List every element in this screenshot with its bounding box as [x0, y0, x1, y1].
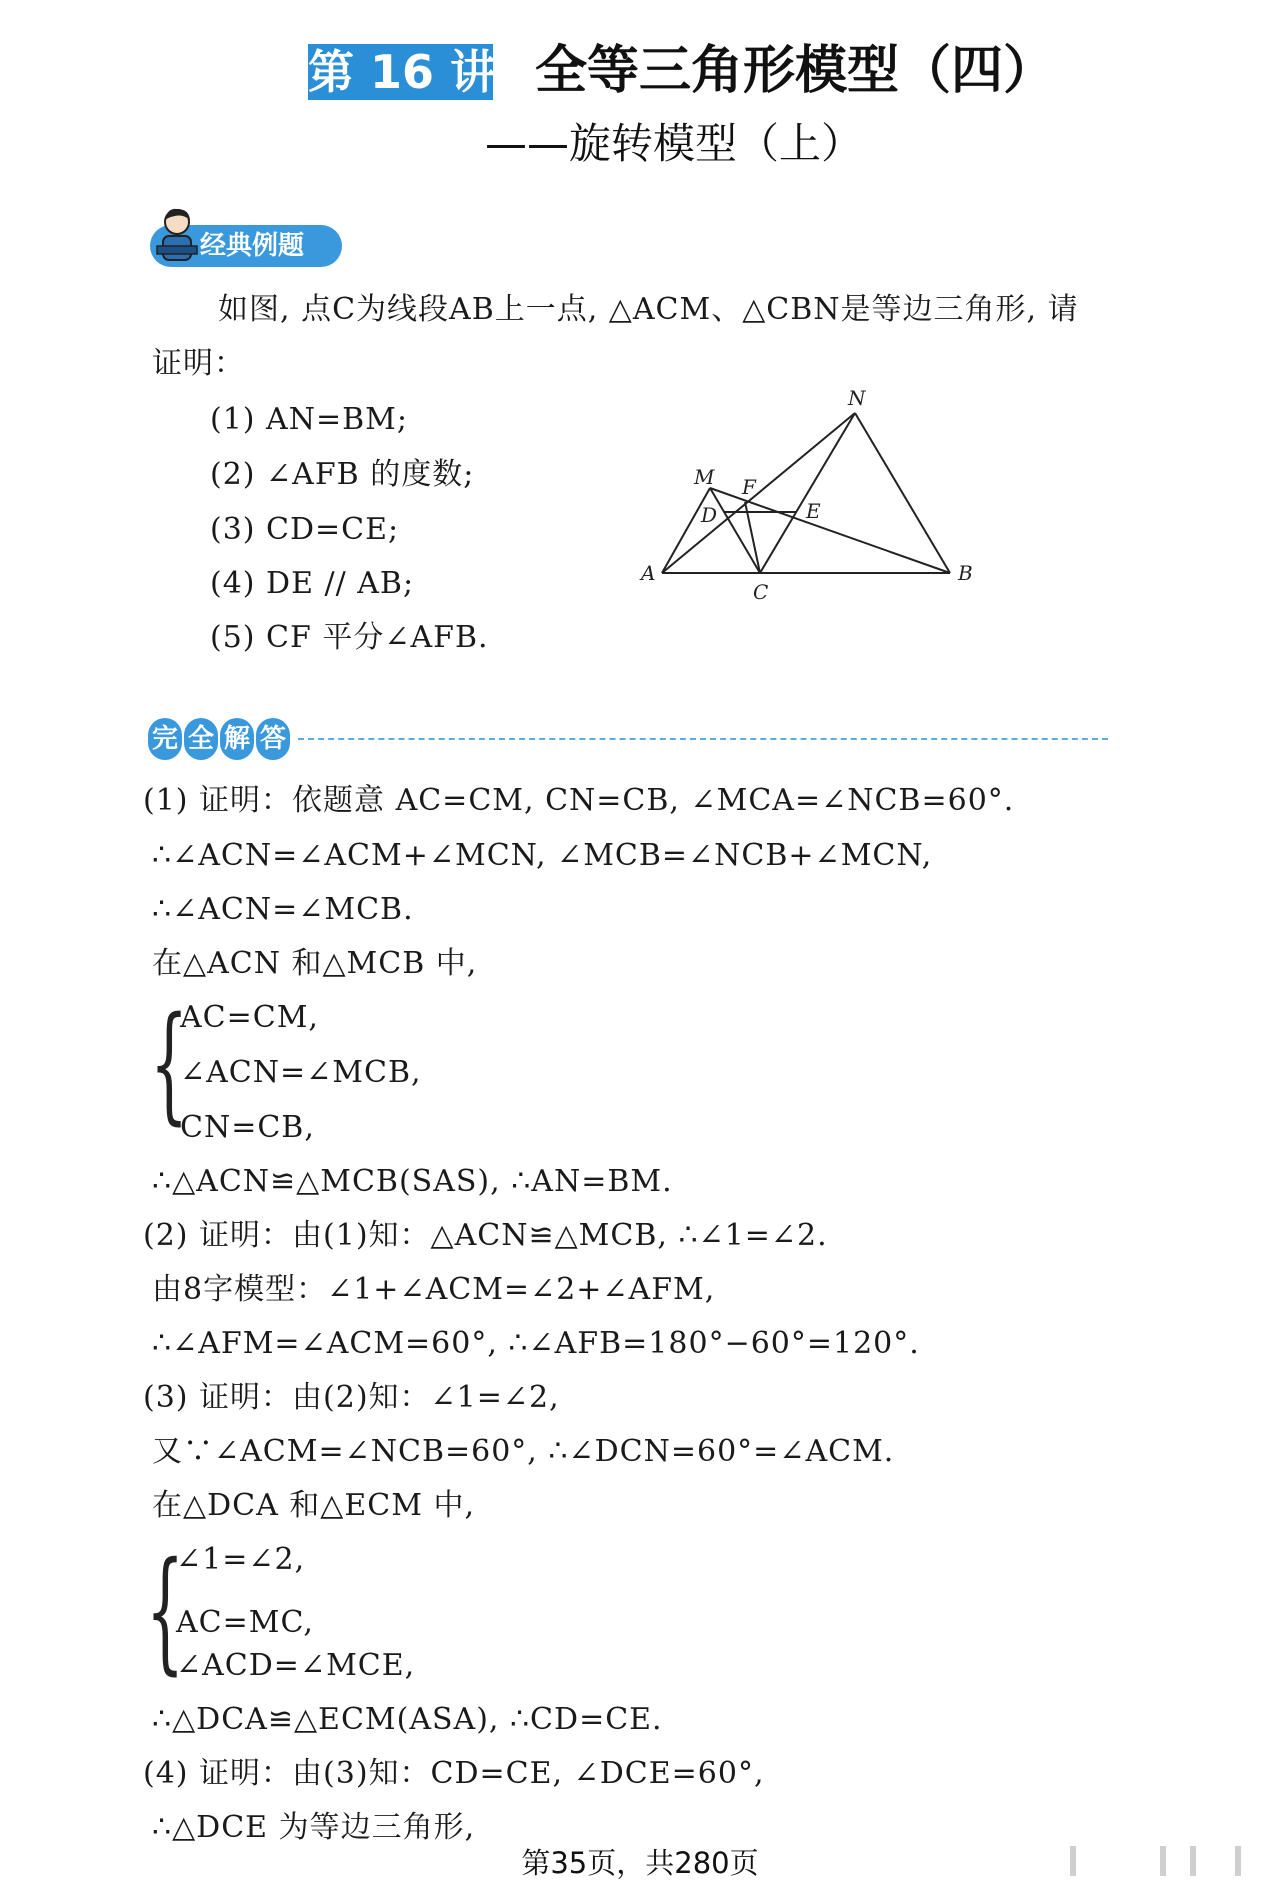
question-item: (4) DE // AB; — [210, 566, 415, 601]
solution-line: 在△DCA 和△ECM 中, — [152, 1488, 475, 1523]
segment-an — [662, 413, 855, 573]
solution-tag-char: 完 — [148, 718, 182, 760]
question-item: (5) CF 平分∠AFB. — [210, 620, 489, 655]
segment-cn — [760, 413, 855, 573]
solution-line: 由8字模型：∠1+∠ACM=∠2+∠AFM, — [152, 1272, 716, 1307]
segment-mb — [710, 488, 950, 573]
question-item: (3) CD=CE; — [210, 512, 400, 547]
example-section-tag: 经典例题 — [150, 225, 342, 267]
segment-nb — [855, 413, 950, 573]
solution-line: ∠ACD=∠MCE, — [176, 1648, 416, 1683]
label-b: B — [958, 561, 973, 585]
solution-line: ∠1=∠2, — [176, 1542, 306, 1577]
page-title: 全等三角形模型（四） — [535, 41, 1056, 101]
geometry-figure — [630, 380, 990, 610]
solution-tag-char: 全 — [184, 718, 218, 760]
solution-line: (2) 证明：由(1)知：△ACN≌△MCB, ∴∠1=∠2. — [143, 1218, 828, 1253]
student-mascot-icon — [153, 206, 201, 268]
label-e: E — [806, 499, 821, 523]
solution-line: ∴△ACN≌△MCB(SAS), ∴AN=BM. — [152, 1164, 673, 1199]
system-brace: { — [146, 1535, 185, 1689]
bookmark-bars-icon — [1060, 1842, 1260, 1882]
system-brace: { — [150, 991, 189, 1139]
label-d: D — [701, 503, 718, 527]
solution-line: ∴△DCE 为等边三角形, — [152, 1810, 476, 1845]
page-number: 第35页，共280页 — [521, 1846, 759, 1880]
solution-line: 又∵∠ACM=∠NCB=60°, ∴∠DCN=60°=∠ACM. — [152, 1434, 895, 1469]
label-f: F — [742, 475, 756, 499]
section-divider — [298, 738, 1108, 740]
lesson-number-badge: 第 16 讲 — [308, 45, 497, 99]
segment-am — [662, 488, 710, 573]
solution-line: ∴△DCA≌△ECM(ASA), ∴CD=CE. — [152, 1702, 663, 1737]
label-m: M — [694, 465, 715, 489]
solution-line: ∴∠AFM=∠ACM=60°, ∴∠AFB=180°−60°=120°. — [152, 1326, 920, 1361]
solution-line: AC=MC, — [176, 1605, 314, 1640]
solution-line: ∴∠ACN=∠MCB. — [152, 892, 414, 927]
solution-section-tag — [148, 718, 290, 762]
solution-line: (1) 证明：依题意 AC=CM, CN=CB, ∠MCA=∠NCB=60°. — [143, 783, 1015, 818]
label-c: C — [753, 580, 769, 604]
solution-line: ∴∠ACN=∠ACM+∠MCN, ∠MCB=∠NCB+∠MCN, — [152, 838, 933, 873]
solution-line: CN=CB, — [180, 1110, 315, 1145]
solution-line: (4) 证明：由(3)知：CD=CE, ∠DCE=60°, — [143, 1756, 765, 1791]
solution-tag-char: 答 — [256, 718, 290, 760]
solution-line: AC=CM, — [180, 1000, 319, 1035]
segment-mc — [710, 488, 760, 573]
label-a: A — [641, 561, 656, 585]
solution-tag-char: 解 — [220, 718, 254, 760]
solution-line: (3) 证明：由(2)知：∠1=∠2, — [143, 1380, 560, 1415]
label-n: N — [848, 386, 866, 410]
page-subtitle: ——旋转模型（上） — [485, 119, 864, 168]
solution-line: ∠ACN=∠MCB, — [180, 1055, 422, 1090]
solution-line: 在△ACN 和△MCB 中, — [152, 946, 478, 981]
problem-statement: 如图, 点C为线段AB上一点, △ACM、△CBN是等边三角形, 请 — [218, 292, 1079, 327]
question-item: (1) AN=BM; — [210, 402, 408, 437]
question-item: (2) ∠AFB 的度数; — [210, 457, 475, 492]
problem-statement-continued: 证明： — [152, 346, 245, 381]
